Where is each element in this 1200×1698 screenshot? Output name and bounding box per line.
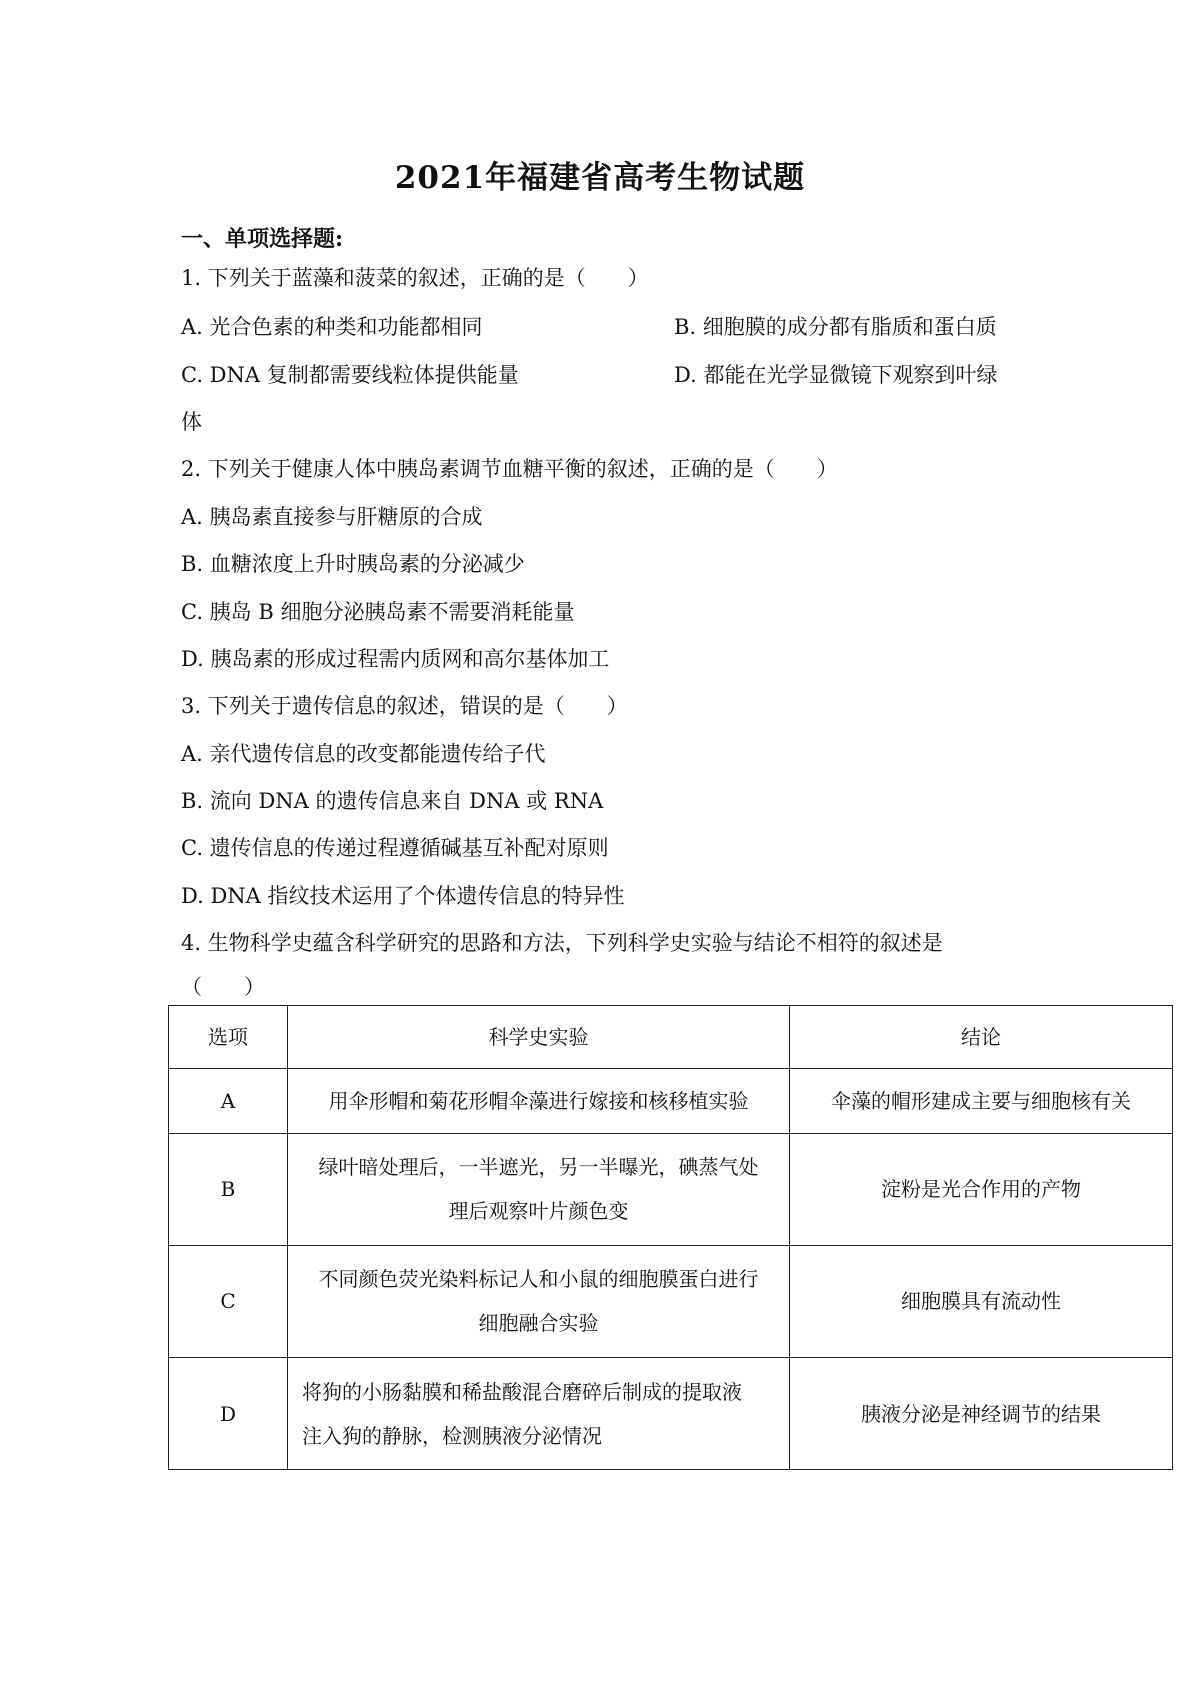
table-cell-conclusion: 胰液分泌是神经调节的结果 — [790, 1358, 1173, 1470]
experiment-line: 注入狗的静脉，检测胰液分泌情况 — [302, 1423, 602, 1448]
page-title: 2021年福建省高考生物试题 — [394, 160, 806, 196]
table-cell-conclusion: 淀粉是光合作用的产物 — [790, 1133, 1173, 1245]
question-1-option-a: A. 光合色素的种类和功能都相同 — [181, 315, 483, 339]
question-1-stem: 1. 下列关于蓝藻和菠菜的叙述，正确的是（ ） — [181, 266, 649, 290]
table-cell-experiment — [288, 1358, 790, 1470]
experiment-line: 绿叶暗处理后，一半遮光，另一半曝光，碘蒸气处 — [318, 1155, 759, 1180]
table-cell-option: B — [169, 1133, 288, 1245]
table-cell-option: A — [169, 1069, 288, 1133]
table-cell-experiment — [288, 1133, 790, 1245]
question-3-option-a: A. 亲代遗传信息的改变都能遗传给子代 — [181, 742, 546, 766]
table-cell-conclusion: 细胞膜具有流动性 — [790, 1245, 1173, 1358]
question-2-option-a: A. 胰岛素直接参与肝糖原的合成 — [181, 505, 483, 529]
question-2-option-c: C. 胰岛 B 细胞分泌胰岛素不需要消耗能量 — [181, 600, 575, 624]
table-row — [169, 1133, 1173, 1245]
experiment-line: 细胞融合实验 — [478, 1311, 599, 1336]
table-cell-experiment — [288, 1245, 790, 1358]
question-2-option-d: D. 胰岛素的形成过程需内质网和高尔基体加工 — [181, 647, 610, 671]
table-header-row — [169, 1006, 1173, 1069]
question-2-stem: 2. 下列关于健康人体中胰岛素调节血糖平衡的叙述，正确的是（ ） — [181, 457, 838, 481]
question-3-stem: 3. 下列关于遗传信息的叙述，错误的是（ ） — [181, 694, 628, 718]
question-1-option-b: B. 细胞膜的成分都有脂质和蛋白质 — [674, 315, 997, 339]
table-header-experiment: 科学史实验 — [288, 1006, 790, 1069]
table-header-conclusion: 结论 — [790, 1006, 1173, 1069]
table-row — [169, 1245, 1173, 1358]
question-4-table — [168, 1005, 1173, 1470]
table-cell-option: C — [169, 1245, 288, 1358]
table-cell-conclusion: 伞藻的帽形建成主要与细胞核有关 — [790, 1069, 1173, 1133]
experiment-line: 用伞形帽和菊花形帽伞藻进行嫁接和核移植实验 — [328, 1089, 749, 1114]
question-3-option-d: D. DNA 指纹技术运用了个体遗传信息的特异性 — [181, 884, 625, 908]
question-1-option-c: C. DNA 复制都需要线粒体提供能量 — [181, 363, 519, 387]
section-heading: 一、单项选择题: — [181, 226, 344, 252]
table-header-option: 选项 — [169, 1006, 288, 1069]
table-cell-option: D — [169, 1358, 288, 1470]
question-1-option-d-wrap: 体 — [181, 410, 202, 434]
question-4-stem: 4. 生物科学史蕴含科学研究的思路和方法，下列科学史实验与结论不相符的叙述是 — [181, 931, 943, 955]
table-row — [169, 1069, 1173, 1133]
question-1-option-d: D. 都能在光学显微镜下观察到叶绿 — [674, 363, 998, 387]
table-row — [169, 1358, 1173, 1470]
experiment-line: 理后观察叶片颜色变 — [448, 1199, 629, 1224]
table-cell-experiment — [288, 1069, 790, 1133]
experiment-line: 不同颜色荧光染料标记人和小鼠的细胞膜蛋白进行 — [318, 1267, 759, 1292]
question-3-option-c: C. 遗传信息的传递过程遵循碱基互补配对原则 — [181, 836, 609, 860]
question-4-stem-wrap: （ ） — [181, 975, 265, 999]
question-2-option-b: B. 血糖浓度上升时胰岛素的分泌减少 — [181, 552, 525, 576]
experiment-line: 将狗的小肠黏膜和稀盐酸混合磨碎后制成的提取液 — [302, 1379, 742, 1404]
question-3-option-b: B. 流向 DNA 的遗传信息来自 DNA 或 RNA — [181, 789, 604, 813]
